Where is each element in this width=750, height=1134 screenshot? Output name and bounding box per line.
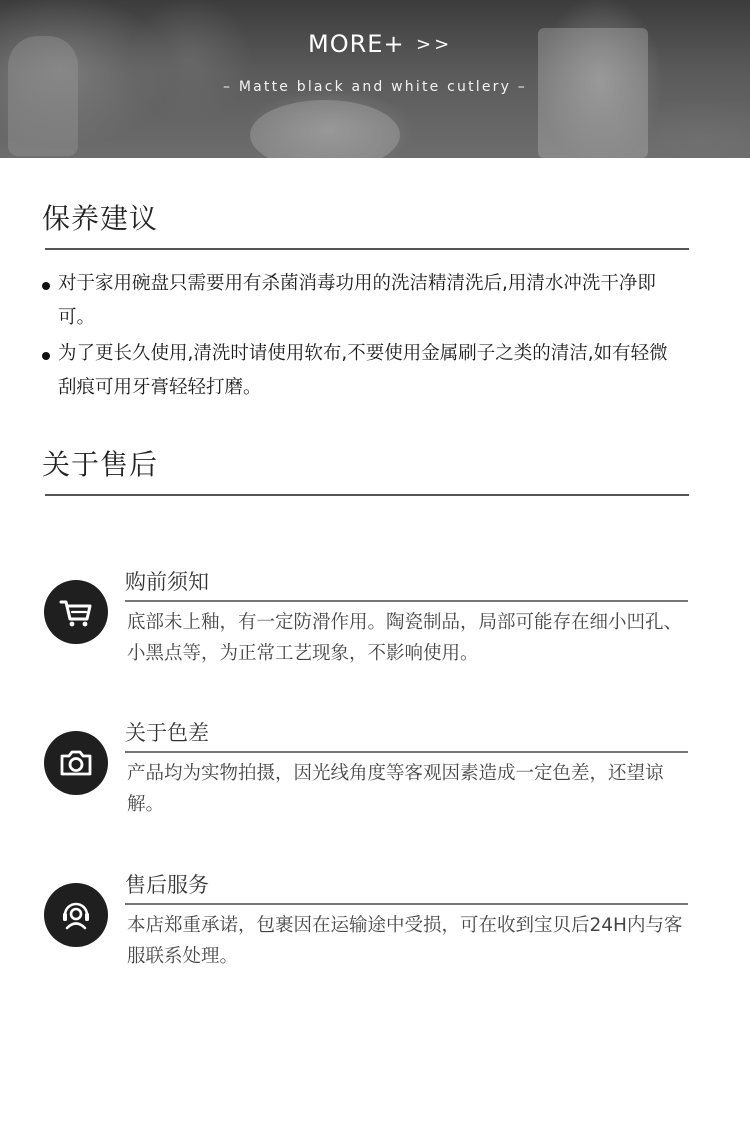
service-item-pre-purchase [44,570,694,710]
service-item-title: 售后服务 [125,873,209,897]
service-item-after-sales [44,873,694,1013]
service-item-title: 关于色差 [125,721,209,745]
care-tip-item [42,267,682,335]
care-tip-item [42,337,682,405]
service-item-title: 购前须知 [125,570,209,594]
service-item-description: 底部未上釉，有一定防滑作用。陶瓷制品，局部可能存在细小凹孔、小黑点等，为正常工艺现象，不影响使用。 [127,612,683,664]
service-item-divider [125,751,688,753]
banner-bowl-shape [250,100,400,158]
bullet-dot [42,352,50,360]
care-tip-text: 对于家用碗盘只需要用有杀菌消毒功用的洗洁精清洗后,用清水冲洗干净即可。 [58,273,656,328]
service-item-color-difference [44,721,694,861]
bullet-dot [42,282,50,290]
care-section-title: 保养建议 [42,202,159,235]
camera-icon [44,731,108,795]
banner-subtitle: – Matte black and white cutlery – [223,79,527,95]
service-item-divider [125,903,688,905]
after-sales-section-title: 关于售后 [42,448,159,481]
service-item-description: 产品均为实物拍摄，因光线角度等客观因素造成一定色差，还望谅解。 [127,763,664,815]
headset-agent-icon [44,883,108,947]
header-banner [0,0,750,158]
care-divider [45,248,689,250]
shopping-cart-icon [44,580,108,644]
after-sales-divider [45,494,689,496]
care-tip-text: 为了更长久使用,清洗时请使用软布,不要使用金属刷子之类的清洁,如有轻微刮痕可用牙膏轻轻打磨。 [58,343,668,398]
service-item-divider [125,600,688,602]
service-item-description: 本店郑重承诺，包裹因在运输途中受损，可在收到宝贝后24H内与客服联系处理。 [127,915,683,967]
banner-cup-shape [8,36,78,156]
more-link[interactable]: MORE+ [308,30,405,58]
more-arrows[interactable]: >> [416,34,453,55]
